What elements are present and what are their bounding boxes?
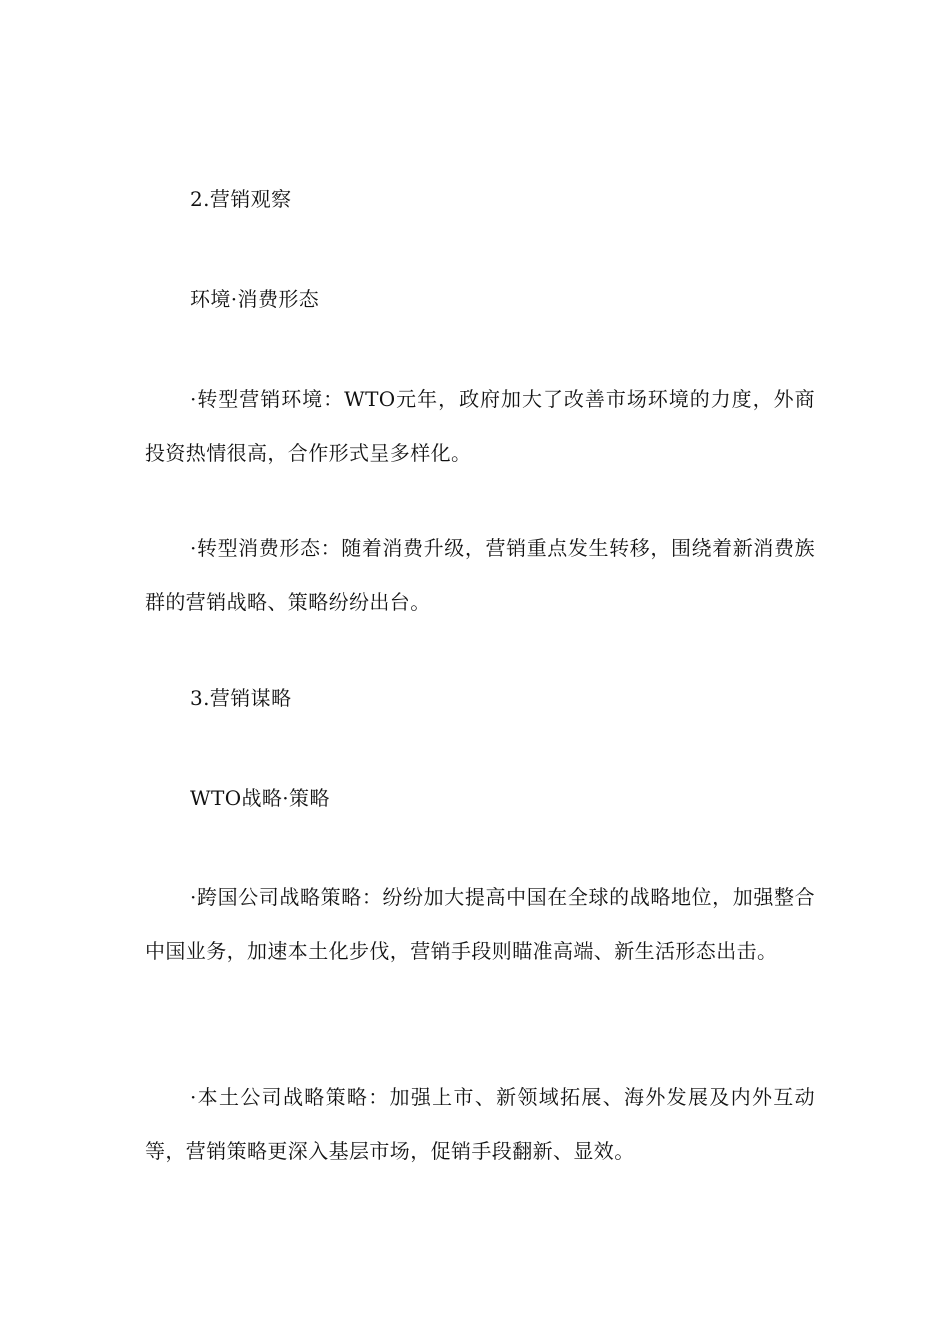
paragraph-consumption-form: ·转型消费形态：随着消费升级，营销重点发生转移，围绕着新消费族群的营销战略、策略纷纷出台。 (145, 536, 815, 614)
paragraph-local-company-strategy: ·本土公司战略策略：加强上市、新领域拓展、海外发展及内外互动等，营销策略更深入基层市场，促销手段翻新、显效。 (145, 1085, 815, 1163)
paragraph-multinational-strategy: ·跨国公司战略策略：纷纷加大提高中国在全球的战略地位，加强整合中国业务，加速本土化步伐，营销手段则瞄准高端、新生活形态出击。 (145, 885, 815, 963)
section-heading-marketing-observation: 2.营销观察 (190, 187, 292, 211)
subheading-wto-strategy: WTO战略·策略 (190, 786, 330, 810)
subheading-environment-consumption: 环境·消费形态 (190, 287, 320, 311)
section-heading-marketing-strategy: 3.营销谋略 (190, 686, 292, 710)
paragraph-marketing-environment: ·转型营销环境：WTO元年，政府加大了改善市场环境的力度，外商投资热情很高，合作形式呈多样化。 (145, 387, 815, 465)
